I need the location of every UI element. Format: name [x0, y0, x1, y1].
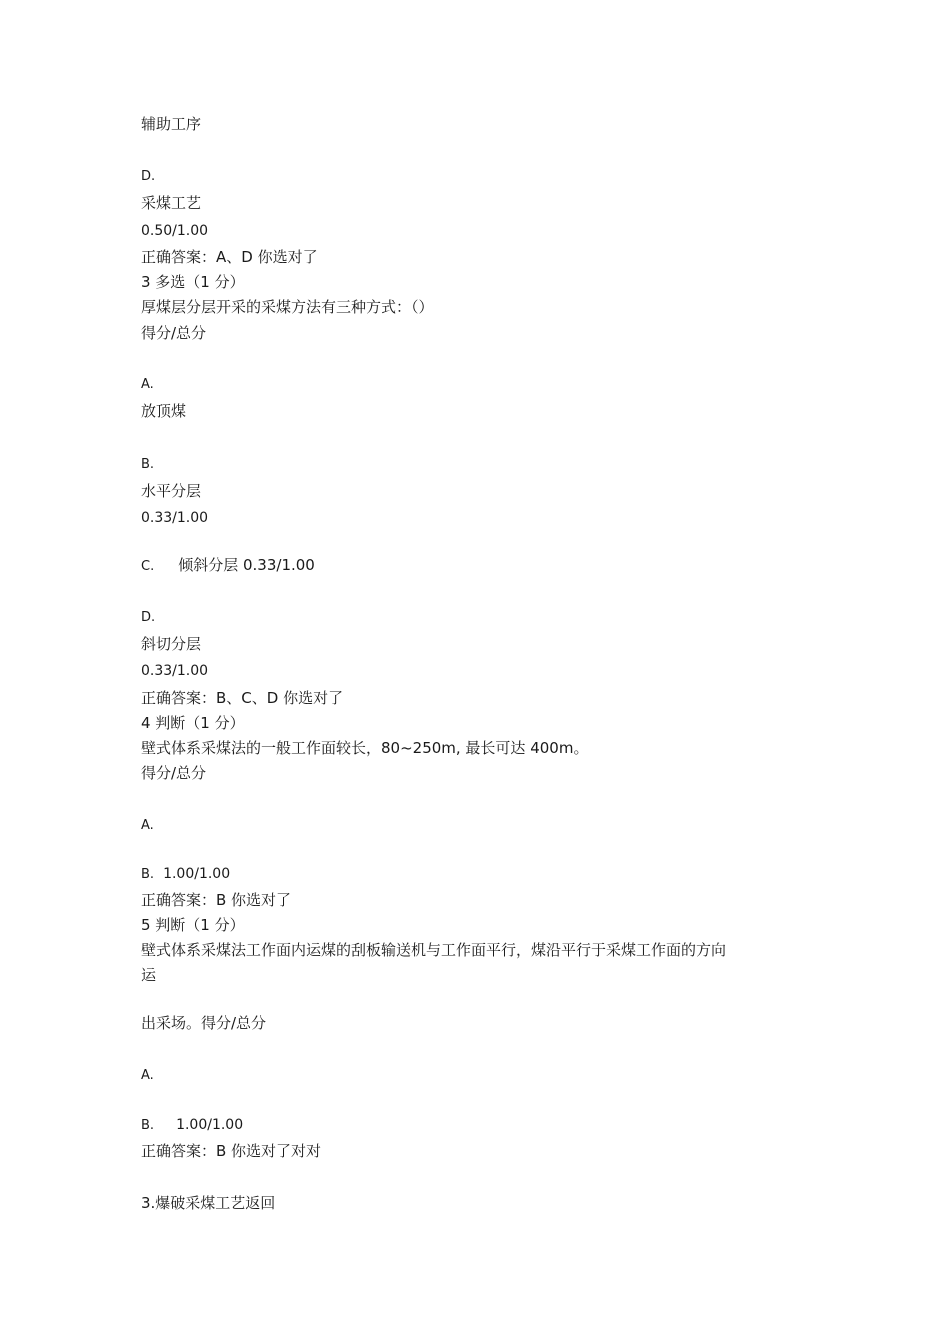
score-value: 1.00/1.00 — [163, 866, 231, 882]
option-text: 倾斜分层 0.33/1.00 — [178, 556, 315, 574]
question-text: 壁式体系采煤法工作面内运煤的刮板输送机与工作面平行，煤沿平行于采煤工作面的方向 — [141, 941, 727, 959]
option-letter: B. — [141, 457, 155, 472]
option-row — [141, 863, 230, 885]
option-text: 水平分层 — [141, 482, 202, 500]
option-letter: A. — [141, 818, 154, 833]
option-letter: B. — [141, 867, 155, 882]
correct-answer: 正确答案：B 你选对了 — [141, 891, 292, 909]
question-header: 5 判断（1 分） — [141, 916, 245, 934]
option-letter: C. — [141, 559, 155, 574]
score-label: 出采场。得分/总分 — [141, 1014, 267, 1032]
score-value: 1.00/1.00 — [176, 1117, 244, 1133]
score-value: 0.33/1.00 — [141, 510, 209, 526]
question-header: 3 多选（1 分） — [141, 273, 245, 291]
option-row — [141, 555, 315, 577]
option-text: 辅助工序 — [141, 115, 202, 133]
correct-answer: 正确答案：A、D 你选对了 — [141, 248, 318, 266]
option-letter: A. — [141, 1068, 154, 1083]
score-label: 得分/总分 — [141, 764, 207, 782]
correct-answer: 正确答案：B、C、D 你选对了 — [141, 689, 344, 707]
option-letter: D. — [141, 610, 156, 625]
section-return-link[interactable]: 3.爆破采煤工艺返回 — [141, 1194, 276, 1212]
score-label: 得分/总分 — [141, 324, 207, 342]
score-value: 0.50/1.00 — [141, 223, 209, 239]
option-letter: B. — [141, 1118, 155, 1133]
question-header: 4 判断（1 分） — [141, 714, 245, 732]
option-text: 采煤工艺 — [141, 194, 202, 212]
option-letter: D. — [141, 169, 156, 184]
option-row — [141, 1114, 243, 1136]
option-text: 斜切分层 — [141, 635, 202, 653]
correct-answer: 正确答案：B 你选对了对对 — [141, 1142, 322, 1160]
option-letter: A. — [141, 377, 154, 392]
question-text: 厚煤层分层开采的采煤方法有三种方式：（） — [141, 298, 434, 316]
question-text: 运 — [141, 966, 157, 984]
option-text: 放顶煤 — [141, 402, 187, 420]
score-value: 0.33/1.00 — [141, 663, 209, 679]
question-text: 壁式体系采煤法的一般工作面较长，80~250m, 最长可达 400m。 — [141, 739, 589, 757]
